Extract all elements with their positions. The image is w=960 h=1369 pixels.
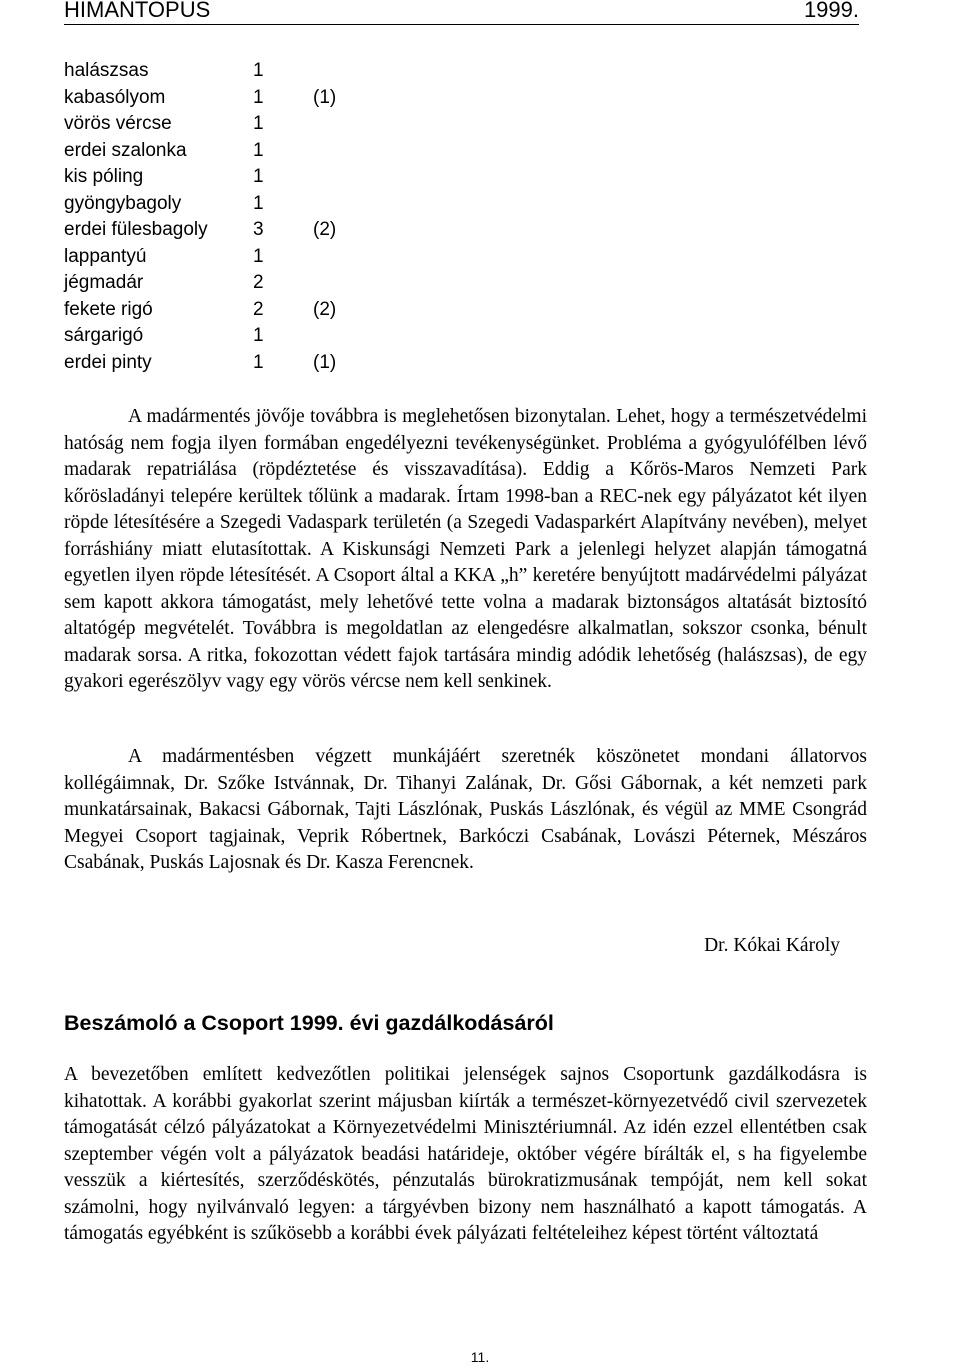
species-extra: (2) <box>313 298 337 320</box>
page-number: 11. <box>470 1349 490 1365</box>
species-extra: (1) <box>313 351 337 373</box>
species-extra: (2) <box>313 219 337 240</box>
section-title: Beszámoló a Csoport 1999. évi gazdálkodásáról <box>64 1011 554 1035</box>
species-count: 3 <box>253 219 264 240</box>
species-name: sárgarigó <box>64 325 144 346</box>
species-count: 1 <box>253 166 264 187</box>
species-name: halászsas <box>64 60 149 81</box>
species-count: 1 <box>253 139 264 161</box>
species-count: 1 <box>253 192 264 214</box>
bird-rescue-future-section <box>64 404 867 696</box>
species-extra: (1) <box>313 86 337 108</box>
species-count: 1 <box>253 245 264 267</box>
species-count: 1 <box>253 86 264 108</box>
species-name: lappantyú <box>64 245 147 267</box>
species-name: kabasólyom <box>64 86 166 108</box>
running-header <box>64 0 859 25</box>
species-name: vörös vércse <box>64 113 172 134</box>
species-count: 2 <box>253 272 264 293</box>
author-signature: Dr. Kókai Károly <box>704 935 840 956</box>
header-year: 1999. <box>803 0 859 22</box>
species-count: 1 <box>253 351 264 373</box>
species-count: 1 <box>253 60 264 81</box>
paragraph-finances: A bevezetőben említett kedvezőtlen politikai jelenségek sajnos Csoportunk gazdálkodásra is kihatottak. A korábbi gyakorlat szerint májusban kiírták a természet-környezetvédő civil szervezetek támogatását célzó pályázatokat a Környezetvédelmi Minisztériumnál. Az idén ezzel ellentétben csak szeptember végén volt a pályázatok beadási határideje, október végére bírálták el, s ha figyelembe vesszük a kiértesítés, szerződéskötés, pénzutalás bürokratizmusának tempóját, nem kell sokat számolni, hogy nyilvánvaló legyen: a tárgyévben bizony nem használható a kapott támogatás. A támogatás egyébként is szűkösebb a korábbi évek pályázati feltételeihez képest történt változtatá <box>64 1064 867 1244</box>
paragraph-rescue-future: A madármentés jövője továbbra is meglehetősen bizonytalan. Lehet, hogy a természetvédelmi hatóság nem fogja ilyen formában engedélyezni tevékenységünket. Probléma a gyógyulófélben lévő madarak repatriálása (röpdéztetése és visszavadítása). Eddig a Kőrös-Maros Nemzeti Park kőrösladányi telepére kerültek tőlünk a madarak. Írtam 1998-ban a REC-nek egy pályázatot két ilyen röpde létesítésére a Szegedi Vadaspark területén (a Szegedi Vadasparkért Alapítvány nevében), melyet forráshiány miatt elutasítottak. A Kiskunsági Nemzeti Park a jelenlegi helyzet alapján támogatná egyetlen ilyen röpde létesítését. A Csoport által a KKA „h” keretére benyújtott madárvédelmi pályázat sem kapott akkora támogatást, mely lehetővé tette volna a madarak biztonságos altatását biztosító altatógép megvételét. Továbbra is megoldatlan az elengedésre alkalmatlan, sokszor csonka, bénult madarak sorsa. A ritka, fokozottan védett fajok tartására mindig adódik lehetőség (halászsas), de egy gyakori egerészölyv vagy egy vörös vércse nem kell senkinek. <box>64 406 867 692</box>
species-name: erdei fülesbagoly <box>64 219 208 240</box>
species-count: 1 <box>253 325 264 346</box>
acknowledgements-section <box>64 744 867 877</box>
species-name: gyöngybagoly <box>64 192 182 214</box>
species-name: erdei szalonka <box>64 139 187 161</box>
species-name: fekete rigó <box>64 298 153 320</box>
species-name: jégmadár <box>64 272 144 293</box>
species-name: erdei pinty <box>64 351 152 373</box>
species-name: kis póling <box>64 166 144 187</box>
species-count: 1 <box>253 113 264 134</box>
header-journal-title: HIMANTOPUS <box>64 0 211 22</box>
paragraph-acknowledgements: A madármentésben végzett munkájáért szeretnék köszönetet mondani állatorvos kollégáimnak, Dr. Szőke Istvánnak, Dr. Tihanyi Zalának, Dr. Gősi Gábornak, a két nemzeti park munkatársainak, Bakacsi Gábornak, Tajti Lászlónak, Puskás Lászlónak, és végül az MME Csongrád Megyei Csoport tagjainak, Veprik Róbertnek, Barkóczi Csabának, Lovászi Péternek, Mészáros Csabának, Puskás Lajosnak és Dr. Kasza Ferencnek. <box>64 746 867 873</box>
finances-section <box>64 1062 867 1248</box>
species-count: 2 <box>253 298 264 320</box>
